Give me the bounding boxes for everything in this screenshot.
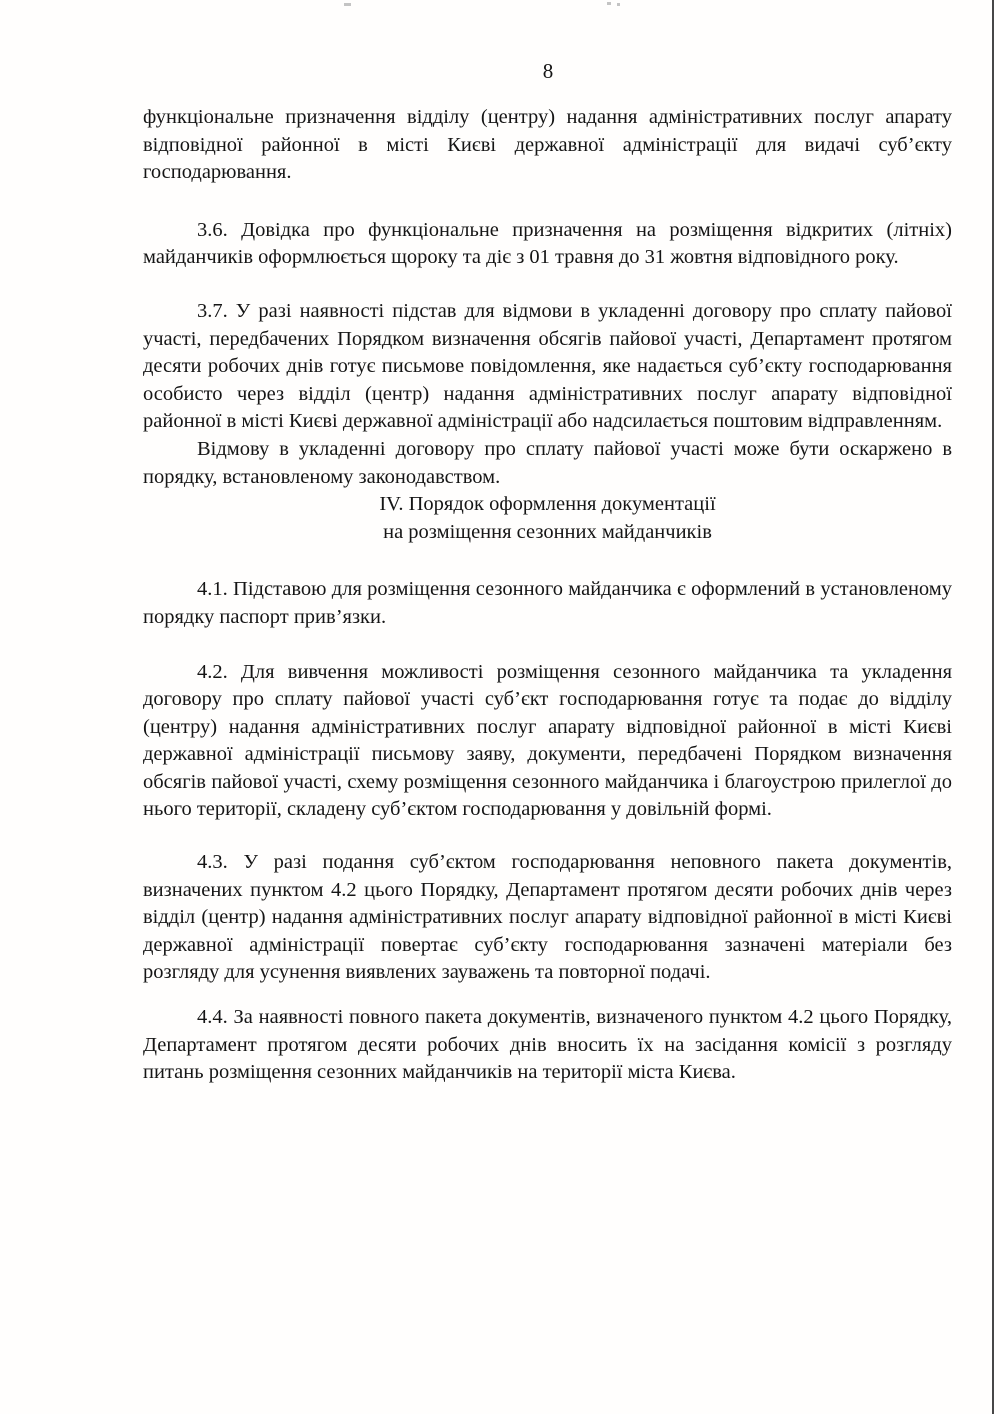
paragraph-4-4: 4.4. За наявності повного пакета документів, визначеного пунктом 4.2 цього Порядку, Департамент протягом десяти робочих днів вносить їх на засідання комісії з розгляду питань розміщення сезонних майданчиків на території міста Києва.: [143, 1006, 952, 1084]
scan-artifact: [617, 3, 620, 6]
scan-edge-line: [992, 0, 994, 1414]
scan-artifact: [607, 2, 611, 5]
document-body: [143, 104, 952, 1087]
paragraph-4-3: 4.3. У разі подання суб’єктом господарювання неповного пакета документів, визначених пунктом 4.2 цього Порядку, Департамент протягом десяти робочих днів через відділ (центр) надання адміністративних послуг апарату відповідної районної в місті Києві державної адміністрації повертає суб’єкту господарювання зазначені матеріали без розгляду для усунення виявлених зауважень та повторної подачі.: [143, 851, 952, 984]
section-heading-iv-line2: на розміщення сезонних майданчиків: [383, 520, 712, 543]
paragraph-4-1: 4.1. Підставою для розміщення сезонного майданчика є оформлений в установленому порядку паспорт прив’язки.: [143, 578, 952, 628]
paragraph-3-7-continuation: Відмову в укладенні договору про сплату пайової участі може бути оскаржено в порядку, встановленому законодавством.: [143, 437, 952, 488]
paragraph-3-6: 3.6. Довідка про функціональне призначення на розміщення відкритих (літніх) майданчиків оформлюється щороку та діє з 01 травня до 31 жовтня відповідного року.: [143, 218, 952, 269]
paragraph-3-7: 3.7. У разі наявності підстав для відмови в укладенні договору про сплату пайової участі, передбачених Порядком визначення обсягів пайової участі, Департамент протягом десяти робочих днів готує письмове повідомлення, яке надається суб’єкту господарювання особисто через відділ (центр) надання адміністративних послуг апарату відповідної районної в місті Києві державної адміністрації або надсилається поштовим відправленням.: [143, 299, 952, 433]
paragraph-4-2: 4.2. Для вивчення можливості розміщення сезонного майданчика та укладення договору про сплату пайової участі суб’єкт господарювання готує та подає до відділу (центру) надання адміністративних послуг апарату відповідної районної в місті Києві державної адміністрації письмову заяву, документи, передбачені Порядком визначення обсягів пайової участі, схему розміщення сезонного майданчика і благоустрою прилеглої до нього території, складену суб’єктом господарювання у довільній формі.: [143, 660, 952, 821]
scan-artifact: [344, 3, 351, 6]
section-heading-iv: [143, 491, 952, 546]
paragraph-intro-continuation: функціональне призначення відділу (центру) надання адміністративних послуг апарату відповідної районної в місті Києві державної адміністрації для видачі суб’єкту господарювання.: [143, 106, 952, 184]
section-heading-iv-line1: IV. Порядок оформлення документації: [379, 493, 716, 516]
page-number: 8: [542, 59, 554, 83]
